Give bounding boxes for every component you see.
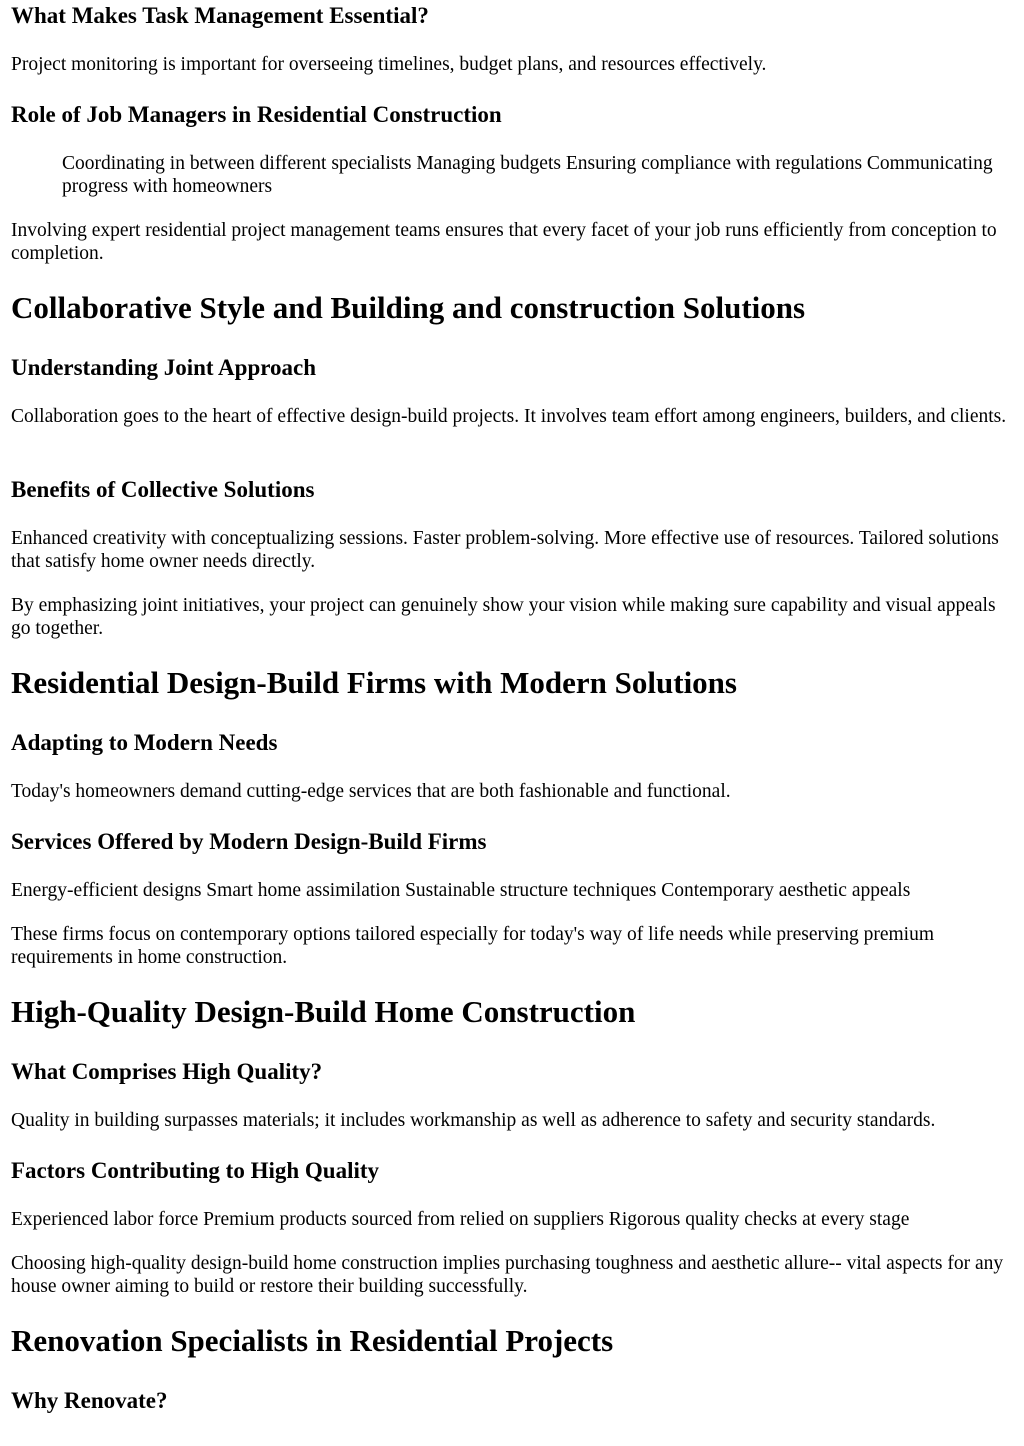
paragraph: Involving expert residential project management teams ensures that every facet of your job runs efficiently from conception to completion. xyxy=(11,220,997,264)
paragraph: Quality in building surpasses materials; it includes workmanship as well as adherence to safety and security standards. xyxy=(11,1110,936,1131)
paragraph: Energy-efficient designs Smart home assimilation Sustainable structure techniques Contemporary aesthetic appeals xyxy=(11,880,911,901)
section-title-modern-solutions: Residential Design-Build Firms with Modern Solutions xyxy=(11,665,737,700)
paragraph: Collaboration goes to the heart of effective design-build projects. It involves team effort among engineers, builders, and clients. xyxy=(11,406,1007,427)
subheading-modern-needs: Adapting to Modern Needs xyxy=(11,730,278,755)
section-heading-task-management: What Makes Task Management Essential? xyxy=(11,3,429,28)
subheading-quality-factors: Factors Contributing to High Quality xyxy=(11,1158,380,1183)
paragraph: Today's homeowners demand cutting-edge services that are both fashionable and functional. xyxy=(11,781,731,802)
paragraph: These firms focus on contemporary options tailored especially for today's way of life needs while preserving premium requirements in home construction. xyxy=(11,924,934,968)
paragraph: Project monitoring is important for overseeing timelines, budget plans, and resources effectively. xyxy=(11,54,767,75)
paragraph: Choosing high-quality design-build home construction implies purchasing toughness and aesthetic allure-- vital aspects for any house owner aiming to build or restore their building successfully. xyxy=(11,1253,1004,1297)
subheading-collective-solutions: Benefits of Collective Solutions xyxy=(11,477,315,502)
blockquote-roles: Coordinating in between different specialists Managing budgets Ensuring compliance with regulations Communicating progress with homeowners xyxy=(62,153,993,197)
subheading-services-offered: Services Offered by Modern Design-Build Firms xyxy=(11,829,487,854)
section-title-renovation: Renovation Specialists in Residential Projects xyxy=(11,1323,614,1358)
section-heading-job-managers: Role of Job Managers in Residential Construction xyxy=(11,102,502,127)
subheading-high-quality: What Comprises High Quality? xyxy=(11,1059,323,1084)
section-title-collaborative: Collaborative Style and Building and construction Solutions xyxy=(11,290,806,325)
subheading-joint-approach: Understanding Joint Approach xyxy=(11,355,317,380)
subheading-why-renovate: Why Renovate? xyxy=(11,1388,168,1413)
paragraph: By emphasizing joint initiatives, your project can genuinely show your vision while making sure capability and visual appeals go together. xyxy=(11,595,996,639)
paragraph: Experienced labor force Premium products sourced from relied on suppliers Rigorous quality checks at every stage xyxy=(11,1209,910,1230)
paragraph: Enhanced creativity with conceptualizing sessions. Faster problem-solving. More effective use of resources. Tailored solutions that satisfy home owner needs directly. xyxy=(11,528,999,572)
section-title-high-quality: High-Quality Design-Build Home Construction xyxy=(11,994,636,1029)
